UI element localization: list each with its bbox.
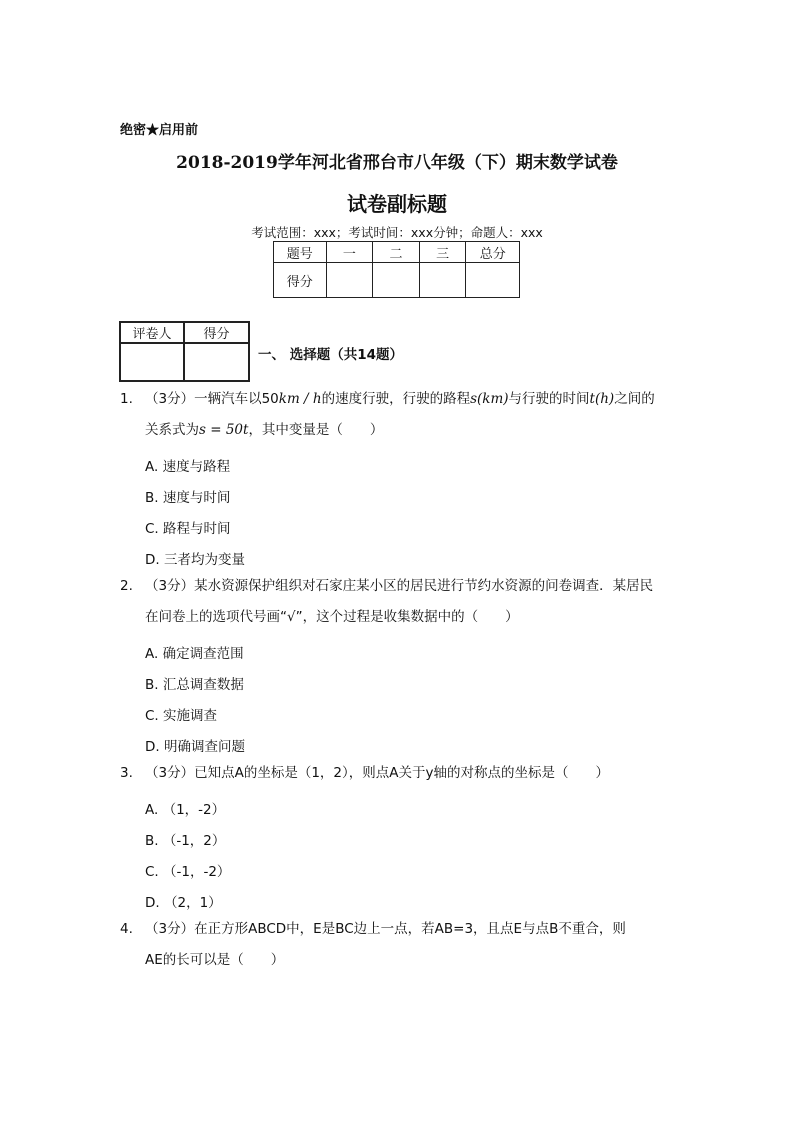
option-d[interactable]: D. （2，1） [145, 895, 222, 911]
question-line: （3分）一辆汽车以50km / h的速度行驶，行驶的路程s(km)与行驶的时间t(h)之间的 [145, 391, 655, 407]
question-number: 3. [120, 765, 133, 781]
exam-info: 考试范围：xxx；考试时间：xxx分钟；命题人：xxx [251, 225, 543, 240]
option-d[interactable]: D. 三者均为变量 [145, 552, 245, 568]
question-line: 关系式为s = 50t，其中变量是（ ） [145, 422, 384, 438]
score-cell-3[interactable] [419, 263, 466, 298]
score-header-3: 三 [419, 242, 466, 263]
option-b[interactable]: B. （-1，2） [145, 833, 226, 849]
option-b[interactable]: B. 汇总调查数据 [145, 677, 244, 693]
score-cell-total[interactable] [466, 263, 520, 298]
question-number: 1. [120, 391, 133, 407]
question-line: （3分）在正方形ABCD中，E是BC边上一点，若AB=3，且点E与点B不重合，则 [145, 921, 626, 937]
option-c[interactable]: C. 实施调查 [145, 708, 218, 724]
question-line: 在问卷上的选项代号画“√”，这个过程是收集数据中的（ ） [145, 609, 519, 625]
score-header-label: 题号 [274, 242, 327, 263]
question-number: 4. [120, 921, 133, 937]
exam-subtitle: 试卷副标题 [347, 192, 447, 216]
question-line: （3分）已知点A的坐标是（1，2），则点A关于y轴的对称点的坐标是（ ） [145, 765, 609, 781]
unit-formula: km / h [278, 391, 322, 407]
grader-cell[interactable] [120, 343, 184, 381]
score-header-1: 一 [326, 242, 373, 263]
score-cell-1[interactable] [326, 263, 373, 298]
option-c[interactable]: C. （-1，-2） [145, 864, 231, 880]
time-formula: t(h) [589, 391, 615, 407]
grader-header: 评卷人 [120, 322, 184, 343]
grader-score-header: 得分 [184, 322, 249, 343]
score-cell-2[interactable] [373, 263, 420, 298]
question-number: 2. [120, 578, 133, 594]
secret-mark: 绝密★启用前 [120, 123, 199, 138]
option-c[interactable]: C. 路程与时间 [145, 521, 231, 537]
question-line: （3分）某水资源保护组织对石家庄某小区的居民进行节约水资源的问卷调查．某居民 [145, 578, 654, 594]
question-line: AE的长可以是（ ） [145, 952, 285, 968]
grader-table [119, 321, 250, 382]
score-table [273, 241, 520, 298]
score-header-2: 二 [373, 242, 420, 263]
option-a[interactable]: A. 速度与路程 [145, 459, 231, 475]
option-b[interactable]: B. 速度与时间 [145, 490, 231, 506]
score-row-label: 得分 [274, 263, 327, 298]
exam-title: 2018-2019学年河北省邢台市八年级（下）期末数学试卷 [176, 153, 618, 173]
distance-formula: s(km) [470, 391, 509, 407]
section-title: 一、 选择题（共14题） [258, 347, 403, 363]
option-a[interactable]: A. （1，-2） [145, 802, 226, 818]
option-d[interactable]: D. 明确调查问题 [145, 739, 245, 755]
option-a[interactable]: A. 确定调查范围 [145, 646, 244, 662]
score-header-total: 总分 [466, 242, 520, 263]
relation-formula: s = 50t [199, 422, 249, 438]
grader-score-cell[interactable] [184, 343, 249, 381]
